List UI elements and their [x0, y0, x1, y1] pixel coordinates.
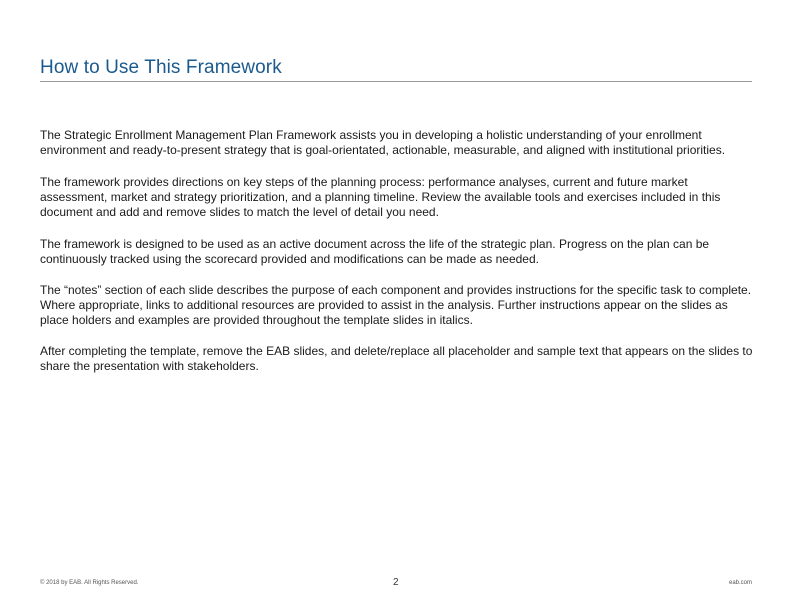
- paragraph-active-document: The framework is designed to be used as an active document across the life of the strategic plan. Progress on the plan can be continuously tracked using the scorecard provided and modifications can be made as needed.: [40, 237, 710, 266]
- paragraph-after-completing: After completing the template, remove the EAB slides, and delete/replace all placeholder and sample text that appears on the slides to share the presentation with stakeholders.: [40, 344, 753, 373]
- footer-copyright: © 2018 by EAB. All Rights Reserved.: [40, 580, 139, 586]
- page-number: 2: [393, 577, 399, 588]
- title-divider: [40, 81, 752, 82]
- footer-site: eab.com: [728, 580, 752, 586]
- paragraph-notes-section: The “notes” section of each slide describes the purpose of each component and provides instructions for the specific task to complete. Where appropriate, links to additional resources are provided to assist in the analysis. Further instructions appear on the slides as place holders and examples are provided throughout the template slides in italics.: [40, 283, 752, 327]
- paragraph-purpose: The Strategic Enrollment Management Plan Framework assists you in developing a holistic understanding of your enrollment environment and ready-to-present strategy that is goal-orientated, actionable, measurable, and aligned with institutional priorities.: [40, 128, 726, 157]
- slide-title: How to Use This Framework: [40, 57, 282, 78]
- body-text: [40, 128, 756, 390]
- paragraph-planning-steps: The framework provides directions on key steps of the planning process: performance analyses, current and future market assessment, market and strategy prioritization, and a planning timeline. Review the available tools and exercises included in this document and add and remove slides to match the level of detail you need.: [40, 175, 721, 219]
